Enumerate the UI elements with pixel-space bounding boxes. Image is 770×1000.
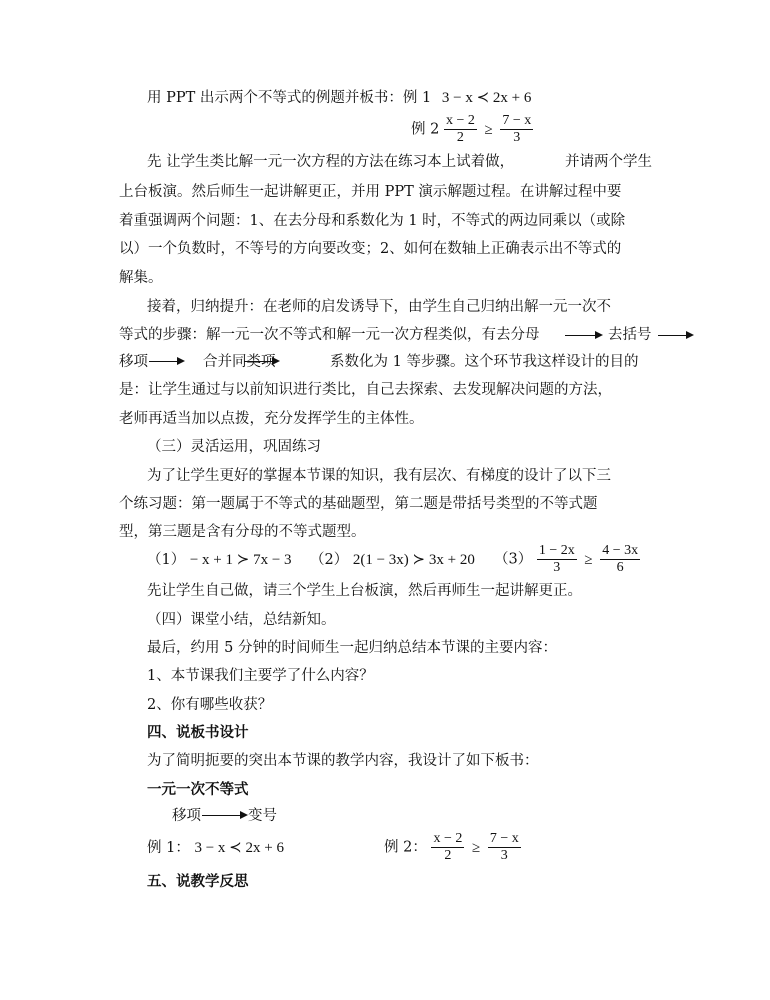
exercise-1-inequality: − x + 1 ≻ 7x − 3	[189, 552, 292, 568]
intro-line	[147, 88, 531, 108]
p3-line-3b: 合并同类项	[203, 354, 276, 370]
example-2-label: 例 2	[411, 121, 440, 138]
p2-line-3: 着重强调两个问题：1、在去分母和系数化为 1 时，不等式的两边同乘以（或除	[119, 213, 626, 229]
intro-text: 用 PPT 出示两个不等式的例题并板书：例 1	[147, 90, 432, 106]
p6-line: 最后，约用 5 分钟的时间师生一起归纳总结本节课的主要内容：	[147, 640, 557, 656]
board-example-2-right-fraction: $\frac{7 - x}{3}$	[489, 831, 519, 863]
p3-line-3a: 移项	[119, 354, 148, 370]
example-2-left-fraction: $\frac{x - 2}{2}$	[445, 113, 475, 145]
heading-teaching-reflection: 五、说教学反思	[147, 873, 249, 890]
board-example-2-symbol: ≥	[471, 839, 481, 856]
p4-line-1: 为了让学生更好的掌握本节课的知识，我有层次、有梯度的设计了以下三	[147, 468, 611, 484]
step-arrow-icon	[565, 335, 601, 336]
p3-line-3c: 系数化为 1 等步骤。这个环节我这样设计的目的	[330, 354, 639, 370]
exercise-2	[310, 550, 475, 570]
p7-line: 为了简明扼要的突出本节课的教学内容，我设计了如下板书：	[147, 753, 539, 769]
board-example-2-label: 例 2：	[384, 839, 427, 856]
p2-line-1a: 先 让学生类比解一元一次方程的方法在练习本上试着做，	[147, 154, 515, 170]
exercise-3-right-fraction: $\frac{4 - 3x}{6}$	[602, 543, 639, 575]
board-example-1-label: 例 1：	[147, 840, 190, 856]
step-arrow-icon	[658, 335, 692, 336]
p3-line-2a: 等式的步骤：解一元一次不等式和解一元一次方程类似，有去分母	[119, 327, 540, 343]
board-example-2	[384, 831, 521, 864]
p3-line-5: 老师再适当加以点拨，充分发挥学生的主体性。	[119, 411, 424, 427]
p3-line-4: 是：让学生通过与以前知识进行类比，自己去探索、去发现解决问题的方法，	[119, 382, 612, 398]
p5-line: 先让学生自己做，请三个学生上台板演，然后再师生一起讲解更正。	[147, 583, 582, 599]
section-3-heading: （三）灵活运用，巩固练习	[147, 439, 321, 455]
exercise-1-label: （1）	[147, 552, 186, 568]
p3-line-2b: 去括号	[608, 327, 652, 343]
p2-line-1b: 并请两个学生	[565, 154, 652, 170]
p2-line-5: 解集。	[119, 270, 163, 286]
board-title: 一元一次不等式	[147, 781, 249, 798]
board-example-1	[147, 838, 284, 858]
question-2: 2、你有哪些收获？	[147, 697, 273, 713]
p4-line-3: 型，第三题是含有分母的不等式题型。	[119, 524, 366, 540]
exercise-3-label: （3）	[494, 551, 533, 568]
board-example-2-left-fraction: $\frac{x - 2}{2}$	[433, 831, 463, 863]
example-2-symbol: ≥	[484, 121, 493, 138]
exercise-3-symbol: ≥	[584, 551, 593, 568]
p3-line-1: 接着，归纳提升：在老师的启发诱导下，由学生自己归纳出解一元一次不	[147, 299, 611, 315]
exercise-3-left-fraction: $\frac{1 - 2x}{3}$	[538, 543, 575, 575]
step-arrow-icon	[149, 361, 183, 362]
p4-line-2: 个练习题：第一题属于不等式的基础题型，第二题是带括号类型的不等式题	[119, 496, 598, 512]
example-2-line	[411, 113, 533, 146]
example-1-inequality: 3 − x ≺ 2x + 6	[441, 90, 532, 106]
step-arrow-icon	[244, 361, 278, 362]
heading-board-design: 四、说板书设计	[147, 724, 249, 741]
board-arrow-icon	[202, 815, 246, 816]
exercise-2-inequality: 2(1 − 3x) ≻ 3x + 20	[352, 552, 475, 568]
board-left-label: 移项	[172, 808, 201, 824]
section-4-heading: （四）课堂小结，总结新知。	[147, 612, 336, 628]
exercise-2-label: （2）	[310, 552, 349, 568]
board-right-label: 变号	[248, 808, 277, 824]
exercise-3	[494, 543, 640, 576]
p2-line-4: 以）一个负数时，不等号的方向要改变；2、如何在数轴上正确表示出不等式的	[119, 241, 622, 257]
board-example-1-inequality: 3 − x ≺ 2x + 6	[194, 840, 284, 856]
p2-line-2: 上台板演。然后师生一起讲解更正，并用 PPT 演示解题过程。在讲解过程中要	[119, 184, 622, 200]
exercise-1	[147, 550, 292, 570]
question-1: 1、本节课我们主要学了什么内容？	[147, 668, 374, 684]
example-2-right-fraction: $\frac{7 - x}{3}$	[502, 113, 532, 145]
